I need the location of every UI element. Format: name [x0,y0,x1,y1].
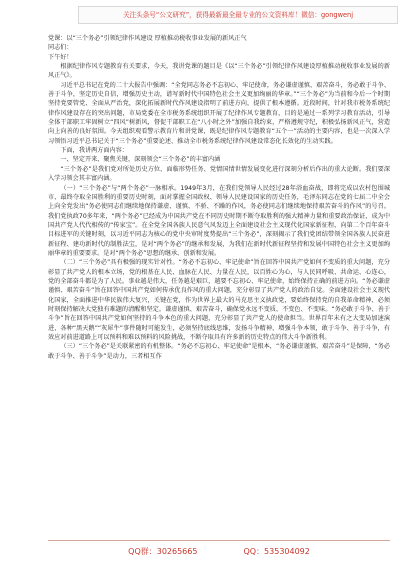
paragraph: （二）“三个务必”具有极强的现实针对性。“务必不忘初心、牢记使命”旨在回答中国共产党如何不变质的重大问题，充分彰显了共产党人的根本立场，党的根基在人民、血脉在人民、力量在人民，以百姓心为心，与人民同呼吸、共命运、心连心，党的全部奋斗都是为了人民。事业越是伟大，任务越是艰巨，越要不忘初心、牢记使命，始终保持正确的前进方向。“务必谦虚谨慎、艰苦奋斗”旨在回答中国共产党如何传承优良作风的重大问题，充分彰显了共产党人的政治自觉。全面建设社会主义现代化国家，全面推进中华民族伟大复兴，关键在党，作为世界上最大的马克思主义执政党，要始终保持党的自我革命精神、必须时刻保持解决大党独有难题的清醒和坚定。谦虚谨慎、艰苦奋斗，确保党永远不变质、不变色、不变味。“务必敢于斗争、善于斗争”旨在回答中国共产党如何坚持的斗争本色的重大问题，充分彰显了共产党人的使命担当。世界百年未有之大变局加速演进，各种“黑天鹅”“灰犀牛”事件随时可能发生，必须坚持底线思维，发扬斗争精神，增强斗争本领，敢于斗争、善于斗争，有效应对前进道路上可以预料和难以预料的风险挑战，不断夺取具有许多新的历史特点的伟大斗争新胜利。 [48,259,390,341]
paragraph: “三个务必”是我们党对所处历史方位、面临形势任务、党情国情世情发展变化进行深刻分析后作出的重大论断。我们要深入学习领会其丰富内涵。 [48,165,390,183]
paragraph: （三）“三个务必”是关联紧密的有机整体。“务必不忘初心、牢记使命”是根本，“务必谦虚谨慎、艰苦奋斗”是保障，“务必敢于斗争、善于斗争”是动力，三者相互作 [48,343,390,360]
paragraph: （一）“三个务必”与“两个务必”一脉相承。1949年3月，在我们党领导人民经过28年浴血奋战，即将完成以农村包围城市、最终夺取全国胜利的重要历史时刻，面对掌握全国政权、领导人民建设国家的历史任务，毛泽东同志在党的七届二中全会上向全党发出“务必使同志们继续地保持谦虚、谨慎、不骄、不躁的作风，务必使同志们继续地保持艰苦奋斗的作风”的号召。我们党执政70多年来，“两个务必”已经成为中国共产党在不同历史时期不断夺取胜利的强大精神力量和重要政治保证，成为中国共产党人代代相传的“传家宝”。在全党全国各族人民意气风发迈上全面建设社会主义现代化国家新征程、向第二个百年奋斗目标进军的关键时刻，以习近平同志为核心的党中央审时度势提出“三个务必”，深刻揭示了我们党团结带领全国各族人民奋进新征程、建功新时代的制胜法宝，是对“两个务必”的继承和发展，为我们在新时代新征程坚持和发展中国特色社会主义更加绚丽华章的重要要求。是对“两个务必”思想的继承、创新和发展。 [48,184,390,257]
paragraph: 根据纪律作风专题教育有关要求，今天，我讲党课的题目是《以“三个务必”引领纪律作风建设厚植推动税收事业发展的新风正气》。 [48,63,390,80]
salutation: 同志们： [48,44,73,52]
promo-banner: 关注头条号“公文研究”，获得最新最全最专业的公文资料库！微信：gongwenj [78,6,398,24]
page-footer [48,540,390,562]
section-heading: 一、坚定开来、聚焦关键，深刻领会“三个务必”的丰富内涵 [60,156,221,164]
document-title: 党课：以“三个务必”引领纪律作风建设 厚植推动税收事业发展的新风正气 [48,35,247,42]
paragraph: 习近平总书记在党的二十大报告中强调：“全党同志务必不忘初心、牢记使命，务必谦虚谨慎、艰苦奋斗，务必敢于斗争、善于斗争，坚定历史自信，增强历史主动，谱写新时代中国特色社会主义更加绚丽的华章。”“三个务必”为当前和今后一个时期坚持党要管党、全面从严治党，深化拓展新时代作风建设指明了前进方向，提供了根本遵循。近段时间，针对我市税务系统纪律作风建设存在的突出问题，市局党委在全市税务系统组织开展了纪律作风专题教育，目的是通过一系列学习教育活动，引导全体干部职工牢固树立“四风”树新风，督促干部职工在“八小时之外”加强自我约束，严格遵规守纪，积极弘扬新风正气，营造向上向善的良好氛围。今天组织观看警示教育片和讲党课，既是纪律作风专题教育“五个一”活动的主要内容，也是一次深入学习领悟习近平总书记关于“三个务必”重要论述、推动全市税务系统纪律作风建设常态化长效化的生动实践。 [48,81,390,145]
document-body [48,34,390,526]
paragraph: 下面，我讲两方面内容： [60,147,128,155]
footer-qq: QQ：535304092 [243,547,310,556]
greeting: 下午好！ [48,53,73,61]
footer-qq-group: QQ群：30265665 [128,547,198,556]
